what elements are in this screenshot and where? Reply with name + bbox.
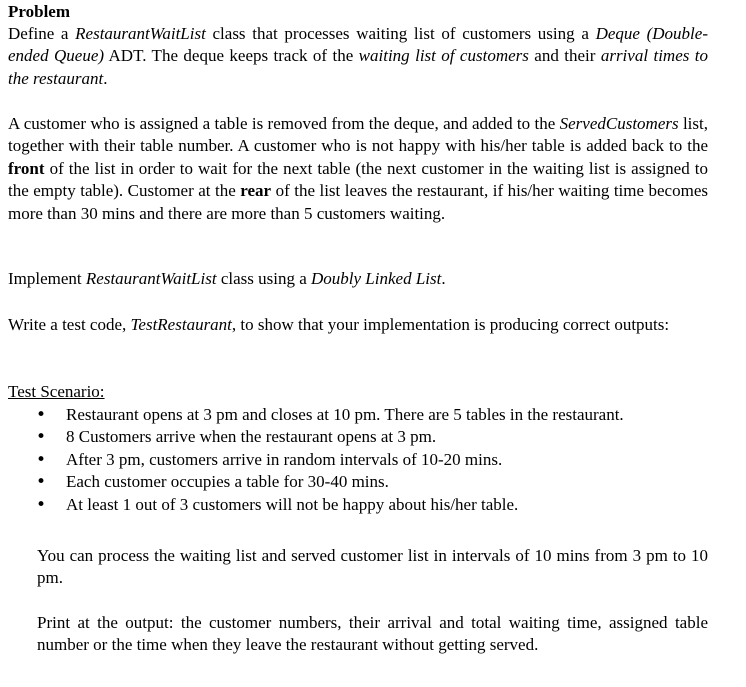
list-item: • 8 Customers arrive when the restaurant opens at 3 pm. [8, 426, 718, 448]
rear-term: rear [240, 181, 272, 201]
problem-heading: Problem [8, 2, 71, 21]
deque-term: Deque (Double-ended Queue) [8, 24, 708, 66]
class-name-term: RestaurantWaitList [75, 24, 206, 43]
served-customers-term: ServedCustomers [559, 114, 679, 133]
waiting-list-term: waiting list of customers [358, 46, 529, 66]
front-term: front [8, 158, 45, 178]
list-item: • Restaurant opens at 3 pm and closes at 10 pm. There are 5 tables in the restaurant. [8, 404, 718, 426]
doubly-linked-list-term: Doubly Linked List [311, 269, 442, 288]
list-item: • After 3 pm, customers arrive in random intervals of 10-20 mins. [8, 449, 718, 471]
processing-paragraph: You can process the waiting list and served customer list in intervals of 10 mins from 3 pm to 10 pm. [37, 546, 708, 588]
print-output-paragraph: Print at the output: the customer numbers, their arrival and total waiting time, assigned table number or the time when they leave the restaurant without getting served. [37, 613, 708, 655]
list-item: • At least 1 out of 3 customers will not be happy about his/her table. [8, 494, 718, 516]
test-scenario-list [8, 404, 718, 516]
implement-paragraph: Implement RestaurantWaitList class using a Doubly Linked List. [8, 269, 446, 288]
class-name-term: RestaurantWaitList [85, 269, 217, 288]
list-item: • Each customer occupies a table for 30-40 mins. [8, 471, 718, 493]
intro-paragraph: Define a RestaurantWaitList class that processes waiting list of customers using a Deque (Double-ended Queue) ADT. The deque keeps track of the waiting list of customers and their arrival times to the restaurant. [8, 24, 708, 88]
arrival-times-term: arrival times to the restaurant [8, 46, 708, 88]
deque-behavior-paragraph: A customer who is assigned a table is removed from the deque, and added to the ServedCustomers list, together with their table number. A customer who is not happy with his/her table is added back to the front of the list in order to wait for the next table (the next customer in the waiting list is assigned to the empty table). Customer at the rear of the list leaves the restaurant, if his/her waiting time becomes more than 30 mins and there are more than 5 customers waiting. [8, 114, 708, 223]
test-scenario-heading: Test Scenario: [8, 382, 105, 401]
test-code-paragraph: Write a test code, TestRestaurant, to show that your implementation is producing correct outputs: [8, 315, 670, 334]
test-class-term: TestRestaurant [130, 315, 232, 334]
